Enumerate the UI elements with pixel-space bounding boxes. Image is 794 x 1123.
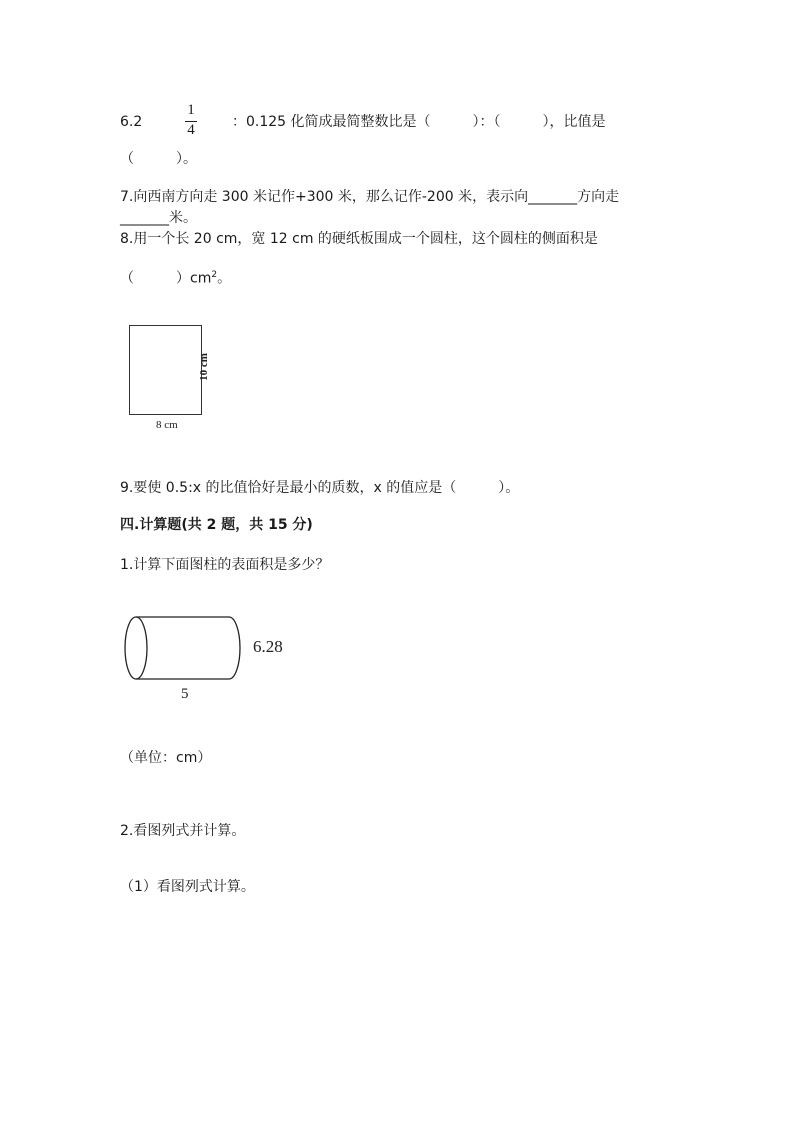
q7-line2: _______米。	[120, 210, 197, 226]
cylinder-height-label: 6.28	[253, 637, 283, 656]
q6-prefix: 6.2	[120, 114, 143, 130]
rect-width-label: 8 cm	[156, 419, 178, 431]
section-heading: 四.计算题(共 2 题，共 15 分)	[120, 517, 313, 533]
calc2-subquestion: （1）看图列式计算。	[120, 879, 255, 895]
q9-text: 9.要使 0.5:x 的比值恰好是最小的质数，x 的值应是（ ）。	[120, 480, 520, 496]
q8-unit-exponent: 2	[211, 270, 218, 280]
cylinder-length-label: 5	[181, 686, 189, 702]
q7-line1: 7.向西南方向走 300 米记作+300 米，那么记作-200 米，表示向_______方向走	[120, 189, 620, 205]
q6-answer-line: （ ）。	[120, 151, 197, 167]
unit-note: （单位：cm）	[120, 750, 212, 766]
fraction-denominator: 4	[187, 122, 195, 138]
calc1-text: 1.计算下面图柱的表面积是多少？	[120, 557, 330, 573]
q8-end: 。	[217, 270, 232, 287]
q6-text: ：0.125 化简成最简整数比是（ ）：（ ），比值是	[232, 114, 606, 130]
rectangle-figure	[129, 325, 202, 415]
cylinder-figure	[120, 610, 250, 686]
q8-answer-blank: （ ）cm	[120, 270, 212, 287]
fraction-numerator: 1	[187, 102, 195, 118]
calc2-text: 2.看图列式并计算。	[120, 823, 246, 839]
cylinder-right-end	[229, 617, 240, 679]
q8-line1: 8.用一个长 20 cm，宽 12 cm 的硬纸板围成一个圆柱，这个圆柱的侧面积是	[120, 231, 598, 247]
q8-line2	[120, 266, 231, 288]
rect-height-label: 10 cm	[197, 353, 210, 381]
cylinder-left-end	[125, 617, 147, 679]
